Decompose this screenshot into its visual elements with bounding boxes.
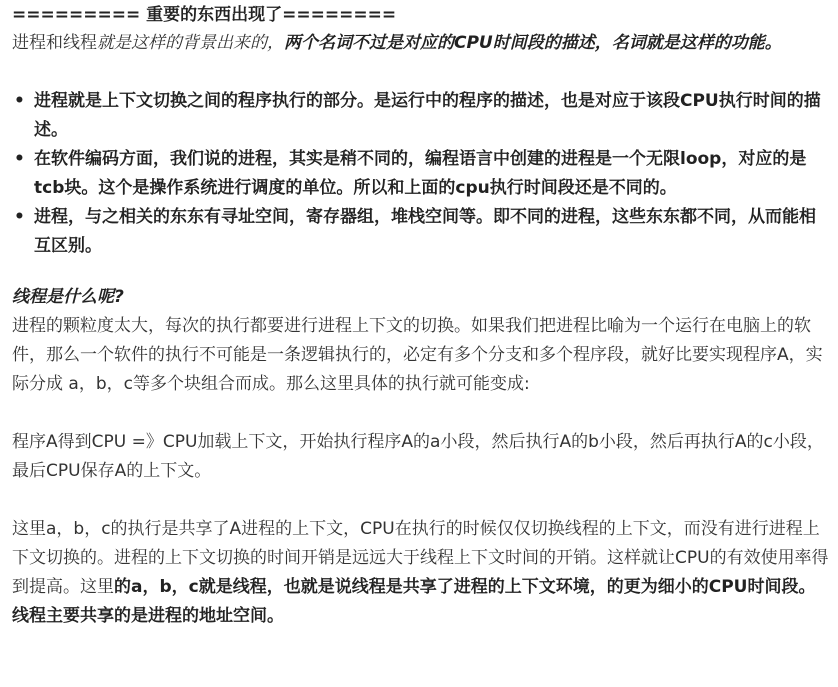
spacer (12, 58, 830, 87)
paragraph-thread-definition (12, 515, 830, 631)
intro-bold-italic-text: 两个名词不过是对应的CPU时间段的描述，名词就是这样的功能。 (284, 33, 782, 53)
spacer (12, 486, 830, 515)
list-item-text: 进程，与之相关的东东有寻址空间，寄存器组，堆栈空间等。即不同的进程，这些东东都不同，从而能相互区别。 (34, 207, 816, 256)
bullet-icon: • (14, 91, 25, 111)
list-item (12, 203, 830, 261)
spacer (12, 261, 830, 283)
spacer (12, 399, 830, 428)
list-item (12, 145, 830, 203)
bullet-icon: • (14, 149, 25, 169)
section-heading: ========= 重要的东西出现了======== (12, 5, 397, 25)
paragraph-text: 这里a，b，c的执行是共享了A进程的上下文，CPU在执行的时候仅仅切换线程的上下文，而没有进行进程上下文切换的。进程的上下文切换的时间开销是远远大于线程上下文时间的开销。这样就让CPU的有效使用率得到提高。这里 (12, 519, 829, 597)
bullet-list (12, 87, 830, 261)
bullet-icon: • (14, 207, 25, 227)
paragraph-bold-text: 的a，b，c就是线程，也就是说线程是共享了进程的上下文环境，的更为细小的CPU时间段。线程主要共享的是进程的地址空间。 (12, 577, 816, 626)
paragraph-program-example: 程序A得到CPU =》CPU加载上下文，开始执行程序A的a小段，然后执行A的b小段，然后再执行A的c小段，最后CPU保存A的上下文。 (12, 432, 824, 481)
intro-text: 进程和线程 (12, 33, 97, 53)
list-item-text: 进程就是上下文切换之间的程序执行的部分。是运行中的程序的描述，也是对应于该段CPU执行时间的描述。 (34, 91, 821, 140)
list-item-text: 在软件编码方面，我们说的进程，其实是稍不同的，编程语言中创建的进程是一个无限loop，对应的是tcb块。这个是操作系统进行调度的单位。所以和上面的cpu执行时间段还是不同的。 (34, 149, 807, 198)
paragraph-granularity: 进程的颗粒度太大，每次的执行都要进行进程上下文的切换。如果我们把进程比喻为一个运行在电脑上的软件，那么一个软件的执行不可能是一条逻辑执行的，必定有多个分支和多个程序段，就好比要实现程序A，实际分成 a，b，c等多个块组合而成。那么这里具体的执行就可能变成: (12, 316, 823, 394)
intro-paragraph (12, 29, 830, 58)
intro-italic-text: 就是这样的背景出来的， (97, 33, 284, 53)
list-item (12, 87, 830, 145)
thread-heading: 线程是什么呢? (12, 287, 124, 307)
